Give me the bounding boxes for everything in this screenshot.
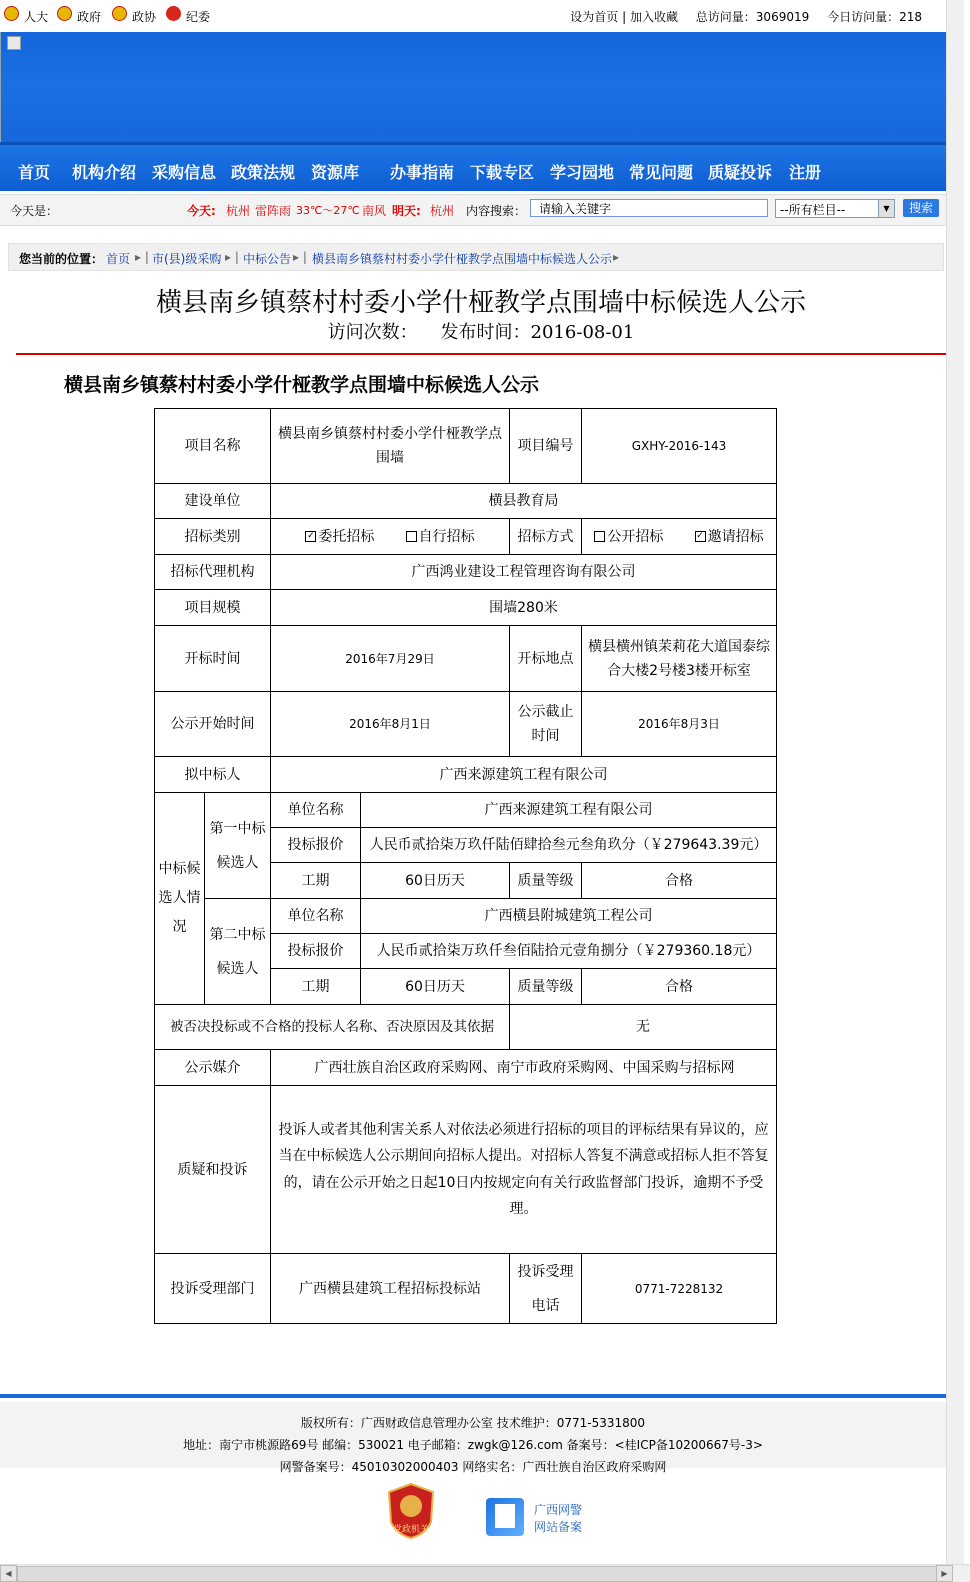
category-select[interactable] <box>775 199 895 218</box>
cand2-quality-value: 合格 <box>582 969 777 1005</box>
vertical-scrollbar[interactable] <box>946 0 964 1564</box>
footer-copyright: 版权所有：广西财政信息管理办公室 技术维护：0771-5331800 <box>300 1416 646 1430</box>
dept-label: 投诉受理部门 <box>155 1254 271 1324</box>
broken-image-icon <box>7 36 21 50</box>
bid-method-opt1: 公开招标 <box>607 528 664 545</box>
weather-tomorrow-city: 杭州 <box>430 204 455 218</box>
nav-downloads[interactable]: 下载专区 <box>470 163 535 182</box>
police-record-text[interactable] <box>534 1502 582 1536</box>
today-visits-value: 218 <box>899 10 922 24</box>
cand1-period-label: 工期 <box>271 863 361 899</box>
cand2-price-value: 人民币贰拾柒万玖仟叁佰陆拾元壹角捌分（￥279360.18元） <box>361 934 777 969</box>
weather-temperature: 33℃～27℃ <box>296 204 360 217</box>
cand1-unit-label: 单位名称 <box>271 793 361 828</box>
total-visits-value: 3069019 <box>755 10 810 24</box>
today-label: 今天是： <box>10 204 59 218</box>
breadcrumb-sep-icon: ▸ <box>613 250 620 264</box>
open-place-value: 横县横州镇茉莉花大道国泰综合大楼2号楼3楼开标室 <box>582 626 777 692</box>
breadcrumb <box>8 243 944 271</box>
scrollbar-thumb[interactable] <box>17 1566 937 1582</box>
cand2-label: 第二中标候选人 <box>205 899 271 1005</box>
phone-label: 投诉受理电话 <box>510 1254 582 1324</box>
set-home-link[interactable]: 设为首页 <box>570 10 619 24</box>
breadcrumb-sep-icon: ▸ | <box>135 250 149 264</box>
bid-type-opt1: 委托招标 <box>318 528 375 545</box>
top-link-discipline[interactable]: 纪委 <box>186 10 211 24</box>
breadcrumb-sep-icon: ▸ | <box>225 250 239 264</box>
cand2-period-value: 60日历天 <box>361 969 510 1005</box>
checkbox-checked-icon: ✓ <box>307 531 315 541</box>
table-row <box>155 409 777 484</box>
top-link-npc[interactable]: 人大 <box>24 10 49 24</box>
breadcrumb-sep-icon: ▸ | <box>293 250 307 264</box>
nav-policy[interactable]: 政策法规 <box>231 163 296 182</box>
nav-resources[interactable]: 资源库 <box>311 163 360 182</box>
table-row <box>155 626 777 692</box>
today-visits-label: 今日访问量： <box>827 10 900 24</box>
notice-start-label: 公示开始时间 <box>155 692 271 757</box>
checkbox-unchecked-icon <box>406 531 417 542</box>
police-record-line2: 网站备案 <box>534 1520 583 1534</box>
nav-learning[interactable]: 学习园地 <box>550 163 615 182</box>
page-title: 横县南乡镇蔡村村委小学什桠教学点围墙中标候选人公示 <box>155 288 806 318</box>
winner-value: 广西来源建筑工程有限公司 <box>271 757 777 793</box>
nav-faq[interactable]: 常见问题 <box>629 163 694 182</box>
cand1-price-value: 人民币贰拾柒万玖仟陆佰肆拾叁元叁角玖分（￥279643.39元） <box>361 828 777 863</box>
table-row <box>155 1086 777 1254</box>
weather-city: 杭州 <box>226 204 251 218</box>
complaint-label: 质疑和投诉 <box>155 1086 271 1254</box>
open-time-label: 开标时间 <box>155 626 271 692</box>
weather-today-label: 今天: <box>187 204 216 218</box>
category-select-value: --所有栏目-- <box>780 203 846 217</box>
project-no-value: GXHY-2016-143 <box>582 409 777 484</box>
breadcrumb-label: 您当前的位置： <box>19 252 104 266</box>
media-label: 公示媒介 <box>155 1050 271 1086</box>
horizontal-scrollbar[interactable] <box>0 1564 970 1582</box>
footer <box>0 1402 946 1474</box>
search-input[interactable]: 请输入关键字 <box>530 199 768 217</box>
cand2-period-label: 工期 <box>271 969 361 1005</box>
table-row <box>155 793 777 828</box>
chevron-down-icon[interactable]: ▼ <box>878 200 894 217</box>
nav-guide[interactable]: 办事指南 <box>390 163 455 182</box>
builder-label: 建设单位 <box>155 484 271 519</box>
cand1-quality-label: 质量等级 <box>510 863 582 899</box>
notice-start-value: 2016年8月1日 <box>271 692 510 757</box>
table-row <box>155 899 777 934</box>
breadcrumb-item-home[interactable]: 首页 <box>106 252 131 266</box>
agency-label: 招标代理机构 <box>155 555 271 590</box>
nav-home[interactable]: 首页 <box>18 163 51 182</box>
party-gov-badge-text: 党政机关 <box>392 1525 429 1535</box>
table-row <box>155 590 777 626</box>
table-row <box>155 484 777 519</box>
winner-label: 拟中标人 <box>155 757 271 793</box>
bid-method-label: 招标方式 <box>510 519 582 555</box>
checkbox-checked-icon: ✓ <box>696 531 704 541</box>
cand1-price-label: 投标报价 <box>271 828 361 863</box>
search-button[interactable]: 搜索 <box>903 199 939 217</box>
weather-condition: 雷阵雨 <box>255 204 292 218</box>
nav-about[interactable]: 机构介绍 <box>72 163 137 182</box>
add-favorite-link[interactable]: 加入收藏 <box>629 10 678 24</box>
footer-address: 地址：南宁市桃源路69号 邮编：530021 电子邮箱：zwgk@126.com 备案号：<桂ICP备10200667号-3> <box>183 1438 763 1452</box>
info-search-bar <box>0 194 946 226</box>
total-visits-label: 总访问量： <box>695 10 756 24</box>
phone-value: 0771-7228132 <box>582 1254 777 1324</box>
open-time-value: 2016年7月29日 <box>271 626 510 692</box>
weather-wind: 南风 <box>362 204 387 218</box>
scroll-right-icon[interactable]: ▶ <box>936 1565 953 1582</box>
publish-label: 发布时间： <box>440 322 531 343</box>
top-link-gov[interactable]: 政府 <box>77 10 102 24</box>
cand1-quality-value: 合格 <box>582 863 777 899</box>
bid-info-table <box>154 408 777 1324</box>
police-record-line1: 广西网警 <box>534 1503 583 1517</box>
agency-value: 广西鸿业建设工程管理咨询有限公司 <box>271 555 777 590</box>
media-value: 广西壮族自治区政府采购网、南宁市政府采购网、中国采购与招标网 <box>271 1050 777 1086</box>
cand1-label: 第一中标候选人 <box>205 793 271 899</box>
breadcrumb-item-city[interactable]: 市(县)级采购 <box>152 252 222 266</box>
table-row <box>155 1005 777 1050</box>
footer-divider <box>0 1394 946 1398</box>
project-name-value: 横县南乡镇蔡村村委小学什桠教学点围墙 <box>271 409 510 484</box>
bid-type-options <box>271 519 510 555</box>
dept-value: 广西横县建筑工程招标投标站 <box>271 1254 510 1324</box>
notice-end-value: 2016年8月3日 <box>582 692 777 757</box>
cand2-unit-value: 广西横县附城建筑工程公司 <box>361 899 777 934</box>
top-link-cppcc[interactable]: 政协 <box>132 10 157 24</box>
main-nav <box>0 142 946 191</box>
party-gov-badge[interactable] <box>386 1482 436 1540</box>
cand2-quality-label: 质量等级 <box>510 969 582 1005</box>
notice-end-label: 公示截止时间 <box>510 692 582 757</box>
title-divider <box>16 353 946 355</box>
footer-record: 网警备案号：45010302000403 网络实名：广西壮族自治区政府采购网 <box>279 1460 667 1474</box>
nav-register[interactable]: 注册 <box>789 163 822 182</box>
bid-type-label: 招标类别 <box>155 519 271 555</box>
checkbox-unchecked-icon <box>594 531 605 542</box>
cppcc-emblem-icon <box>112 6 127 21</box>
table-row <box>155 757 777 793</box>
table-row <box>155 692 777 757</box>
bid-method-opt2: 邀请招标 <box>707 528 764 545</box>
cand2-price-label: 投标报价 <box>271 934 361 969</box>
rejected-value: 无 <box>510 1005 777 1050</box>
nav-complaints[interactable]: 质疑投诉 <box>708 163 773 182</box>
bid-type-opt2: 自行招标 <box>418 528 475 545</box>
project-name-label: 项目名称 <box>155 409 271 484</box>
cand-section-label: 中标候选人情况 <box>155 793 205 1005</box>
project-no-label: 项目编号 <box>510 409 582 484</box>
breadcrumb-item-award[interactable]: 中标公告 <box>243 252 292 266</box>
cand1-period-value: 60日历天 <box>361 863 510 899</box>
publish-date: 2016-08-01 <box>530 322 635 343</box>
table-row <box>155 519 777 555</box>
police-record-icon[interactable] <box>486 1498 524 1536</box>
table-row <box>155 1254 777 1324</box>
article-meta <box>0 318 962 344</box>
search-label: 内容搜索： <box>466 204 527 218</box>
npc-emblem-icon <box>4 6 19 21</box>
gov-emblem-icon <box>57 6 72 21</box>
article-subheading: 横县南乡镇蔡村村委小学什桠教学点围墙中标候选人公示 <box>64 374 540 396</box>
table-row <box>155 555 777 590</box>
cand2-unit-label: 单位名称 <box>271 899 361 934</box>
open-place-label: 开标地点 <box>510 626 582 692</box>
visits-label: 访问次数： <box>327 322 418 343</box>
builder-value: 横县教育局 <box>271 484 777 519</box>
nav-procurement[interactable]: 采购信息 <box>152 163 217 182</box>
header-banner <box>0 32 947 142</box>
scale-value: 围墙280米 <box>271 590 777 626</box>
scroll-left-icon[interactable]: ◀ <box>0 1565 17 1582</box>
complaint-value: 投诉人或者其他利害关系人对依法必须进行招标的项目的评标结果有异议的，应当在中标候选人公示期间向招标人提出。对招标人答复不满意或招标人拒不答复的，请在公示开始之日起10日内按规定向有关行政监督部门投诉，逾期不予受理。 <box>271 1086 777 1254</box>
breadcrumb-item-current[interactable]: 横县南乡镇蔡村村委小学什桠教学点围墙中标候选人公示 <box>312 252 613 266</box>
top-bar: 人大 政府 政协 纪委 设为首页 | 加入收藏 总访问量：3069019 今日访问量：218 <box>0 0 946 33</box>
bid-method-options <box>582 519 777 555</box>
table-row <box>155 1050 777 1086</box>
cand1-unit-value: 广西来源建筑工程有限公司 <box>361 793 777 828</box>
rejected-label: 被否决投标或不合格的投标人名称、否决原因及其依据 <box>155 1005 510 1050</box>
party-emblem-icon <box>166 6 181 21</box>
weather-tomorrow-label: 明天: <box>392 204 421 218</box>
scale-label: 项目规模 <box>155 590 271 626</box>
